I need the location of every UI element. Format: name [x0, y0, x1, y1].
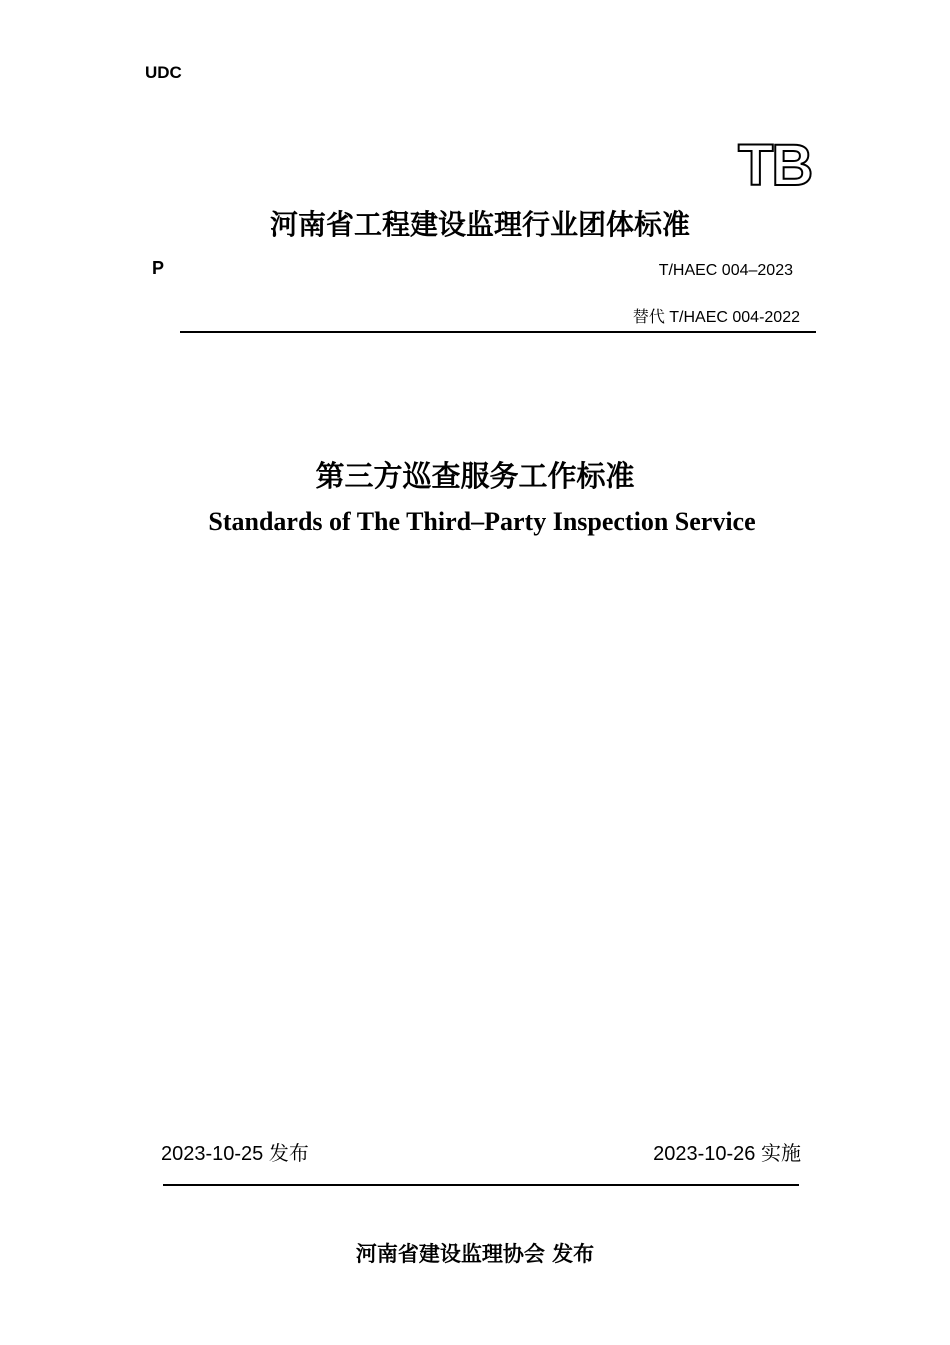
standard-number: T/HAEC 004–2023 [658, 262, 793, 279]
association-standard-title: 河南省工程建设监理行业团体标准 [269, 208, 690, 241]
replaces-standard-number: 替代 T/HAEC 004-2022 [632, 309, 800, 326]
document-title-chinese: 第三方巡查服务工作标准 [315, 459, 635, 493]
issue-date: 2023-10-25 发布 [161, 1143, 309, 1165]
top-divider [180, 331, 816, 333]
tb-standard-mark: TB [738, 133, 812, 198]
implementation-date: 2023-10-26 实施 [653, 1143, 801, 1165]
document-title-english: Standards of The Third–Party Inspection Service [208, 507, 756, 536]
udc-label: UDC [145, 63, 182, 82]
publisher: 河南省建设监理协会 发布 [355, 1241, 595, 1266]
classification-code: P [152, 258, 165, 278]
bottom-divider [163, 1184, 799, 1186]
